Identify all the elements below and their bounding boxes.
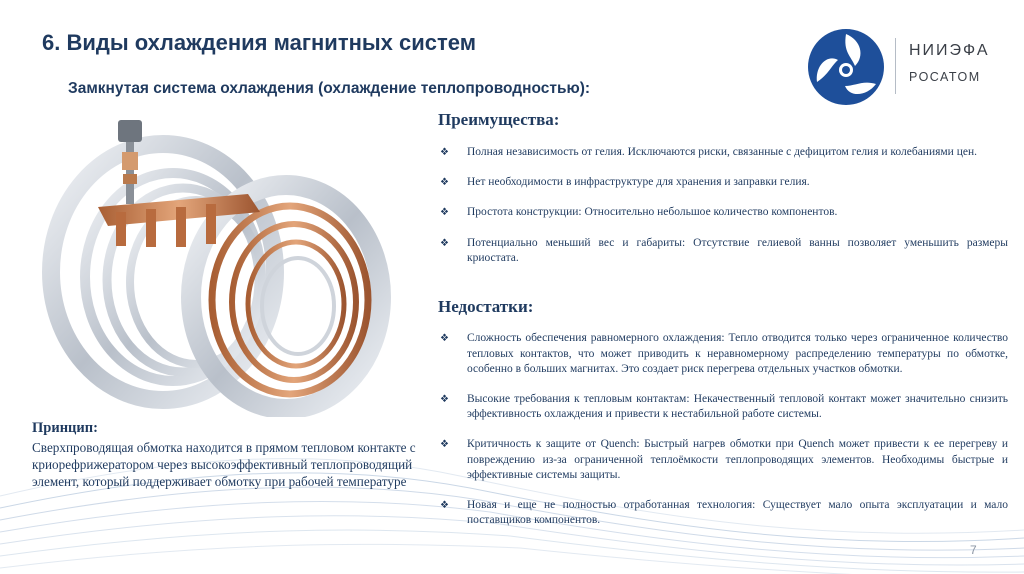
diamond-bullet-icon: ❖	[440, 438, 449, 450]
slide-subtitle: Замкнутая система охлаждения (охлаждение теплопроводностью):	[68, 80, 591, 97]
outer-ring-right	[191, 185, 381, 409]
principle-heading: Принцип:	[32, 420, 98, 436]
list-item	[438, 498, 1008, 529]
cryocooler-stage	[122, 152, 138, 170]
magnet-illustration	[28, 112, 398, 417]
copper-ring	[232, 224, 356, 380]
thermal-link	[116, 212, 126, 246]
wave-line	[0, 530, 1024, 572]
list-item-text: Простота конструкции: Относительно небольшое количество компонентов.	[467, 206, 838, 219]
advantages-heading: Преимущества:	[438, 110, 560, 129]
principle-text: Сверхпроводящая обмотка находится в прямом тепловом контакте с криорефрижератором через высокоэффективный теплопроводящий элемент, который поддерживает обмотку при рабочей температуре	[32, 440, 416, 490]
principle-block	[32, 420, 432, 491]
disadvantages-list	[438, 331, 1008, 529]
disadvantages-heading: Недостатки:	[438, 297, 534, 316]
diamond-bullet-icon: ❖	[440, 333, 449, 344]
logo-org: РОСАТОМ	[909, 70, 981, 84]
list-item-text: Высокие требования к тепловым контактам: Некачественный тепловой контакт может значительно снизить эффективность охлаждения и привести к нестабильной работе системы.	[467, 392, 1008, 421]
list-item-text: Потенциально меньший вес и габариты: Отсутствие гелиевой ванны позволяет уменьшить размеры криостата.	[467, 236, 1008, 265]
diamond-bullet-icon: ❖	[440, 499, 449, 511]
list-item	[438, 392, 1008, 423]
slide-title: 6. Виды охлаждения магнитных систем	[42, 30, 477, 55]
cryocooler-head	[118, 120, 142, 142]
thermal-link	[206, 204, 216, 244]
list-item-text: Критичность к защите от Quench: Быстрый нагрев обмотки при Quench может привести к ее перегреву и повреждению из-за ограниченной теплоёмкости теплопроводящих элементов. Необходимы быстрые и эффективные системы защиты.	[467, 437, 1008, 482]
logo	[805, 26, 995, 108]
list-item	[438, 145, 1008, 161]
cryocooler-column	[126, 140, 134, 204]
diamond-bullet-icon: ❖	[440, 393, 449, 405]
list-item	[438, 236, 1008, 267]
list-item-text: Сложность обеспечения равномерного охлаждения: Тепло отводится только через ограниченное количество тепловых контактов, что может приводить к неравномерному распределению температуры по обмотке, особенно в больших магнитах. Это создает риск перегрева отдельных участков обмотки.	[467, 332, 1008, 376]
list-item	[438, 331, 1008, 378]
rosatom-logo-icon	[805, 26, 887, 108]
diamond-bullet-icon: ❖	[440, 237, 449, 249]
thermal-link	[176, 207, 186, 247]
diamond-bullet-icon: ❖	[440, 207, 449, 219]
diamond-bullet-icon: ❖	[440, 147, 449, 158]
logo-name: НИИЭФА	[909, 42, 990, 59]
list-item	[438, 437, 1008, 484]
list-item-text: Нет необходимости в инфраструктуре для хранения и заправки гелия.	[467, 175, 810, 188]
advantages-list	[438, 145, 1008, 267]
page-number: 7	[970, 543, 977, 557]
list-item-text: Новая и еще не полностью отработанная технология: Существует мало опыта эксплуатации и мало поставщиков компонентов.	[467, 498, 1008, 527]
list-item	[438, 205, 1008, 221]
list-item	[438, 175, 1008, 191]
diamond-bullet-icon: ❖	[440, 176, 449, 188]
logo-divider	[895, 38, 896, 94]
list-item-text: Полная независимость от гелия. Исключаются риски, связанные с дефицитом гелия и колебаниями цен.	[467, 146, 977, 158]
thermal-link	[146, 209, 156, 247]
cryocooler-stage	[123, 174, 137, 184]
